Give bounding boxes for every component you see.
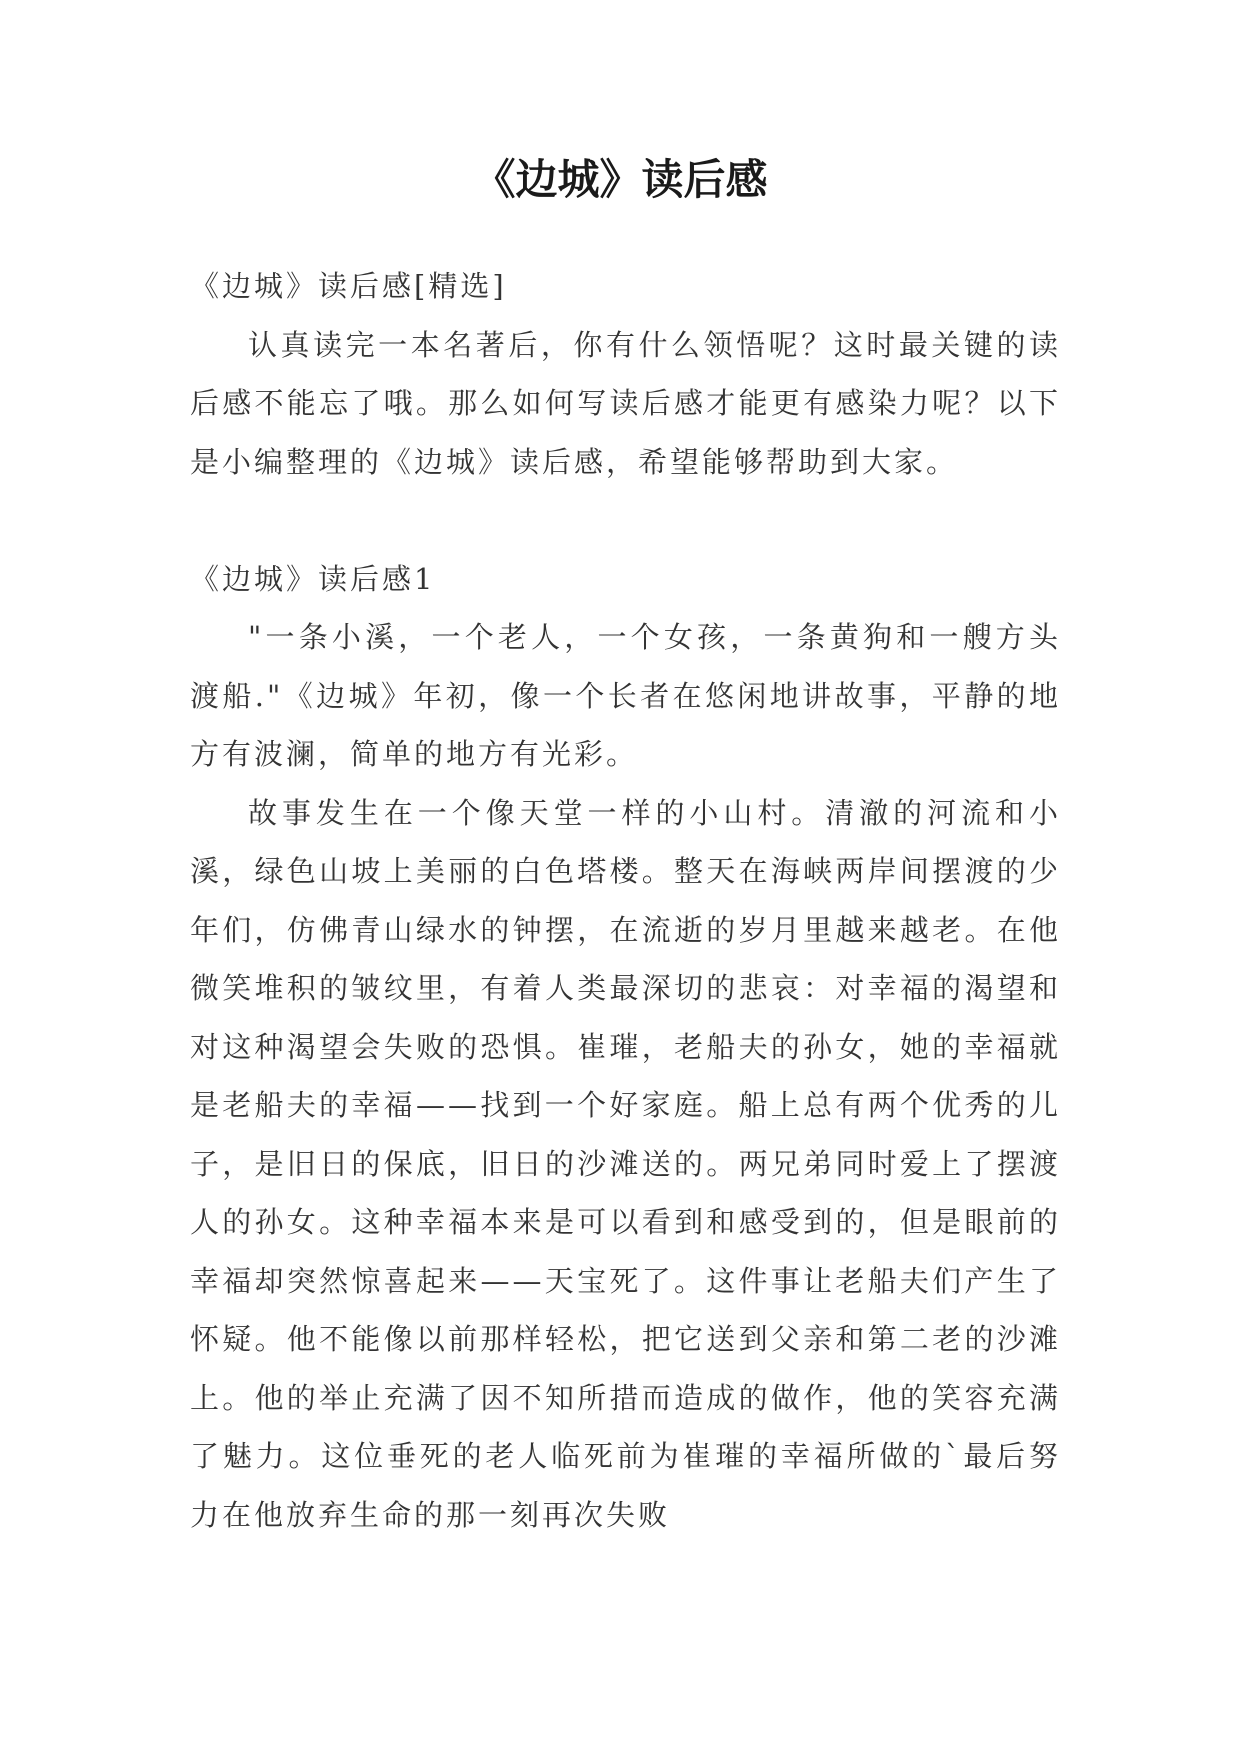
body-paragraph-2: 故事发生在一个像天堂一样的小山村。清澈的河流和小溪，绿色山坡上美丽的白色塔楼。整天在海峡两岸间摆渡的少年们，仿佛青山绿水的钟摆，在流逝的岁月里越来越老。在他微笑堆积的皱纹里，有着人类最深切的悲哀：对幸福的渴望和对这种渴望会失败的恐惧。崔璀，老船夫的孙女，她的幸福就是老船夫的幸福——找到一个好家庭。船上总有两个优秀的儿子，是旧日的保底，旧日的沙滩送的。两兄弟同时爱上了摆渡人的孙女。这种幸福本来是可以看到和感受到的，但是眼前的幸福却突然惊喜起来——天宝死了。这件事让老船夫们产生了怀疑。他不能像以前那样轻松，把它送到父亲和第二老的沙滩上。他的举止充满了因不知所措而造成的做作，他的笑容充满了魅力。这位垂死的老人临死前为崔璀的幸福所做的`最后努力在他放弃生命的那一刻再次失败: [190, 795, 1061, 1532]
spacer: [190, 491, 1061, 550]
intro-paragraph: 认真读完一本名著后，你有什么领悟呢？这时最关键的读后感不能忘了哦。那么如何写读后感才能更有感染力呢？以下是小编整理的《边城》读后感，希望能够帮助到大家。: [190, 327, 1061, 479]
section-heading: 《边城》读后感1: [190, 561, 436, 596]
body-paragraph-1: "一条小溪，一个老人，一个女孩，一条黄狗和一艘方头渡船."《边城》年初，像一个长者在悠闲地讲故事，平静的地方有波澜，简单的地方有光彩。: [190, 620, 1061, 771]
subtitle: 《边城》读后感[精选]: [190, 269, 507, 303]
page-title: 《边城》读后感: [473, 155, 768, 204]
document-body: [190, 257, 1061, 1544]
